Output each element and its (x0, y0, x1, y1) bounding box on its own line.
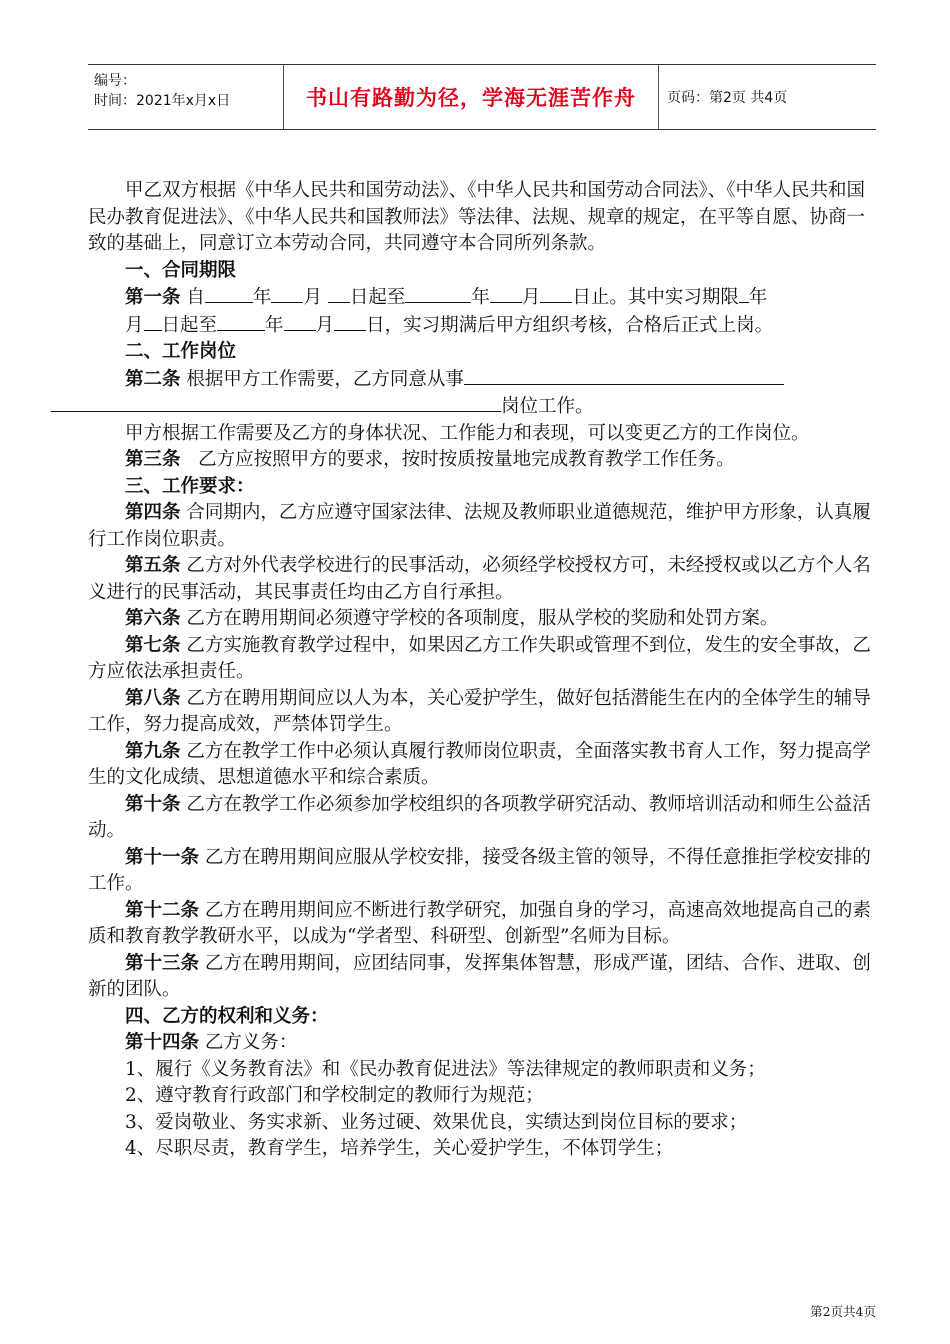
article-6-label: 第六条 (125, 608, 181, 629)
article-2-text: 根据甲方工作需要，乙方同意从事 (186, 368, 464, 390)
article-11 (88, 845, 878, 898)
article-1-text: 年 (471, 287, 490, 308)
article-9 (88, 739, 878, 792)
article-2-label: 第二条 (125, 368, 181, 390)
blank-field (334, 312, 366, 331)
article-2-note: 甲方根据工作需要及乙方的身体状况、工作能力和表现，可以变更乙方的工作岗位。 (125, 422, 810, 444)
section-heading-2: 二、工作岗位 (125, 341, 237, 362)
number-label: 编号： (94, 73, 136, 89)
article-8-text: 乙方在聘用期间应以人为本，关心爱护学生，做好包括潜能生在内的全体学生的辅导工作，努力提高成效，严禁体罚学生。 (88, 687, 871, 735)
article-1-label: 第一条 (125, 287, 181, 308)
article-5 (88, 553, 878, 606)
blank-field (464, 366, 784, 385)
article-6 (88, 606, 878, 633)
article-7-text: 乙方实施教育教学过程中，如果因乙方工作失职或管理不到位，发生的安全事故，乙方应依法承担责任。 (88, 634, 871, 682)
time-label: 时间：2021年x月x日 (94, 93, 231, 109)
article-9-label: 第九条 (125, 740, 181, 762)
blank-field (271, 284, 303, 303)
duty-item: 3、爱岗敬业、务实求新、业务过硬、效果优良，实绩达到岗位目标的要求； (125, 1111, 748, 1133)
article-2-text: 岗位工作。 (501, 396, 594, 417)
blank-field (284, 312, 316, 331)
blank-field (405, 284, 471, 303)
article-8-label: 第八条 (125, 687, 181, 709)
article-1-text: 月 (521, 287, 541, 308)
header-page-label: 页码：第2页 共4页 (667, 90, 788, 106)
blank-field (205, 284, 253, 303)
section-heading-4: 四、乙方的权利和义务： (125, 1005, 329, 1027)
contract-body (88, 178, 878, 1163)
article-9-text: 乙方在教学工作中必须认真履行教师岗位职责，全面落实教书育人工作，努力提高学生的文化成绩、思想道德水平和综合素质。 (88, 740, 871, 788)
article-1-text: 日，实习期满后甲方组织考核，合格后正式上岗。 (366, 314, 774, 336)
section-heading-1: 一、合同期限 (125, 259, 237, 281)
article-10-label: 第十条 (125, 793, 181, 815)
article-1-text: 日止。其中实习期限 (572, 287, 739, 308)
article-1-text: 月 (303, 287, 322, 308)
article-5-text: 乙方对外代表学校进行的民事活动，必须经学校授权方可，未经授权或以乙方个人名义进行的民事活动，其民事责任均由乙方自行承担。 (88, 555, 871, 603)
article-13-label: 第十三条 (125, 952, 200, 974)
article-14 (88, 1030, 878, 1057)
article-1-text: 月 (315, 314, 335, 336)
article-3 (88, 447, 878, 474)
article-2 (88, 366, 878, 421)
blank-field (217, 312, 265, 331)
article-13 (88, 951, 878, 1004)
article-14-text: 乙方义务： (204, 1032, 298, 1053)
page-footer: 第2页共4页 (810, 1304, 876, 1319)
blank-field (328, 284, 350, 303)
blank-field (490, 284, 522, 303)
article-1 (88, 284, 878, 339)
blank-field (540, 284, 572, 303)
duty-item: 1、履行《义务教育法》和《民办教育促进法》等法律规定的教师职责和义务； (125, 1058, 766, 1080)
article-13-text: 乙方在聘用期间，应团结同事，发挥集体智慧，形成严谨，团结、合作、进取、创新的团队。 (88, 952, 871, 1000)
article-11-text: 乙方在聘用期间应服从学校安排，接受各级主管的领导，不得任意推拒学校安排的工作。 (88, 846, 871, 894)
article-1-text: 日起至 (161, 314, 218, 336)
article-8 (88, 686, 878, 739)
article-5-label: 第五条 (125, 555, 181, 576)
section-heading-3: 三、工作要求： (125, 475, 255, 497)
header-motto: 书山有路勤为径，学海无涯苦作舟 (284, 65, 659, 129)
article-1-text: 年 (748, 287, 768, 308)
article-10-text: 乙方在教学工作必须参加学校组织的各项教学研究活动、教师培训活动和师生公益活动。 (88, 793, 871, 841)
article-4 (88, 500, 878, 553)
duty-item: 2、遵守教育行政部门和学校制定的教师行为规范； (125, 1085, 544, 1106)
article-12-text: 乙方在聘用期间应不断进行教学研究，加强自身的学习，高速高效地提高自己的素质和教育教学教研水平，以成为“学者型、科研型、创新型”名师为目标。 (88, 899, 871, 947)
article-7-label: 第七条 (125, 634, 181, 656)
blank-field (739, 284, 749, 303)
page-header (88, 64, 876, 130)
article-4-label: 第四条 (125, 502, 181, 523)
article-1-text: 年 (265, 314, 284, 336)
article-1-text: 年 (252, 287, 272, 308)
duty-item: 4、尽职尽责，教育学生，培养学生，关心爱护学生，不体罚学生； (125, 1138, 674, 1159)
article-1-text: 月 (125, 314, 144, 336)
blank-field (144, 312, 162, 331)
article-11-label: 第十一条 (125, 846, 200, 868)
article-3-text: 乙方应按照甲方的要求，按时按质按量地完成教育教学工作任务。 (198, 449, 735, 470)
header-meta (88, 65, 284, 129)
article-1-text: 自 (186, 287, 205, 308)
article-10 (88, 792, 878, 845)
article-12 (88, 898, 878, 951)
blank-field (51, 393, 501, 412)
article-1-text: 日起至 (349, 287, 406, 308)
article-7 (88, 633, 878, 686)
article-4-text: 合同期内，乙方应遵守国家法律、法规及教师职业道德规范，维护甲方形象，认真履行工作岗位职责。 (88, 502, 871, 550)
article-14-label: 第十四条 (125, 1032, 200, 1053)
intro-paragraph: 甲乙双方根据《中华人民共和国劳动法》、《中华人民共和国劳动合同法》、《中华人民共和国民办教育促进法》、《中华人民共和国教师法》等法律、法规、规章的规定，在平等自愿、协商一致的基础上，同意订立本劳动合同，共同遵守本合同所列条款。 (88, 180, 866, 254)
article-3-label: 第三条 (125, 449, 181, 470)
article-12-label: 第十二条 (125, 899, 200, 921)
article-6-text: 乙方在聘用期间必须遵守学校的各项制度，服从学校的奖励和处罚方案。 (186, 608, 779, 629)
